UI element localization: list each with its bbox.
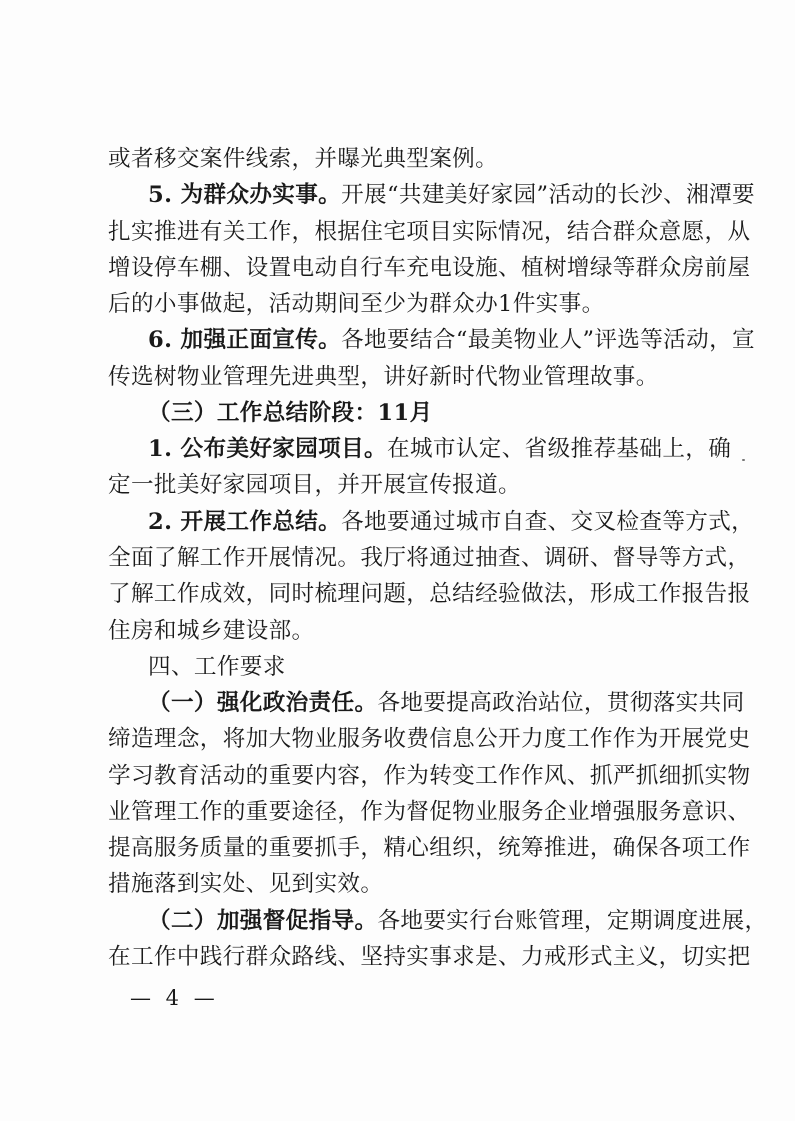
page-number: — 4 — — [130, 986, 219, 1010]
item-heading: 1. 公布美好家园项目。 — [148, 436, 387, 462]
line-text: 了解工作成效，同时梳理问题，总结经验做法，形成工作报告报 — [108, 581, 751, 607]
numbered-item-heading-line — [148, 502, 755, 542]
section-heading-text: （三）工作总结阶段：11月 — [148, 400, 433, 426]
paragraph-line — [108, 357, 708, 397]
subsection-heading: （一）强化政治责任。 — [148, 690, 378, 716]
paragraph-line — [108, 574, 751, 614]
line-text: 传选树物业管理先进典型，讲好新时代物业管理故事。 — [108, 364, 659, 390]
paragraph-line — [108, 792, 751, 832]
item-heading: 2. 开展工作总结。 — [148, 509, 342, 535]
item-heading: 6. 加强正面宣传。 — [148, 327, 342, 353]
chapter-heading — [148, 647, 688, 687]
paragraph-line — [108, 284, 708, 324]
line-text: 全面了解工作开展情况。我厅将通过抽查、调研、督导等方式， — [108, 545, 751, 571]
paragraph-line — [108, 719, 751, 759]
line-text: 各地要通过城市自查、交叉检查等方式， — [341, 509, 755, 535]
subsection-heading-line — [148, 901, 768, 941]
item-heading: 5. 为群众办实事。 — [148, 182, 342, 208]
line-text: 学习教育活动的重要内容，作为转变工作作风、抓严抓细抓实物 — [108, 763, 751, 789]
line-text: 扎实推进有关工作，根据住宅项目实际情况，结合群众意愿，从 — [108, 219, 751, 245]
chapter-heading-text: 四、工作要求 — [148, 654, 286, 680]
numbered-item-heading-line — [148, 175, 755, 215]
line-text: 在城市认定、省级推荐基础上，确 — [387, 436, 732, 462]
paragraph-line — [108, 538, 751, 578]
line-text: 缔造理念，将加大物业服务收费信息公开力度工作作为开展党史 — [108, 726, 751, 752]
line-text: 开展“共建美好家园”活动的长沙、湘潭要 — [341, 182, 755, 208]
line-text: 各地要提高政治站位，贯彻落实共同 — [377, 690, 745, 716]
subsection-heading-line — [148, 683, 745, 723]
line-text: 定一批美好家园项目，并开展宣传报道。 — [108, 472, 521, 498]
scan-speck — [742, 459, 745, 461]
paragraph-line — [108, 864, 708, 904]
line-text: 措施落到实处、见到实效。 — [108, 871, 384, 897]
line-text: 增设停车棚、设置电动自行车充电设施、植树增绿等群众房前屋 — [108, 255, 751, 281]
line-text: 业管理工作的重要途径，作为督促物业服务企业增强服务意识、 — [108, 799, 751, 825]
paragraph-line — [108, 937, 751, 977]
paragraph-line — [108, 465, 708, 505]
paragraph-line — [108, 248, 751, 288]
line-text: 或者移交案件线索，并曝光典型案例。 — [108, 146, 499, 172]
paragraph-line — [108, 139, 708, 179]
numbered-item-heading-line — [148, 429, 732, 469]
numbered-item-heading-line — [148, 320, 755, 360]
line-text: 各地要结合“最美物业人”评选等活动，宣 — [341, 327, 755, 353]
paragraph-line — [108, 212, 751, 252]
paragraph-line — [108, 828, 751, 868]
paragraph-line — [108, 756, 751, 796]
line-text: 各地要实行台账管理，定期调度进展， — [377, 908, 768, 934]
line-text: 后的小事做起，活动期间至少为群众办1件实事。 — [108, 291, 605, 317]
line-text: 住房和城乡建设部。 — [108, 618, 315, 644]
section-heading — [148, 393, 688, 433]
line-text: 在工作中践行群众路线、坚持实事求是、力戒形式主义，切实把 — [108, 944, 751, 970]
line-text: 提高服务质量的重要抓手，精心组织，统筹推进，确保各项工作 — [108, 835, 751, 861]
subsection-heading: （二）加强督促指导。 — [148, 908, 378, 934]
paragraph-line — [108, 611, 708, 651]
